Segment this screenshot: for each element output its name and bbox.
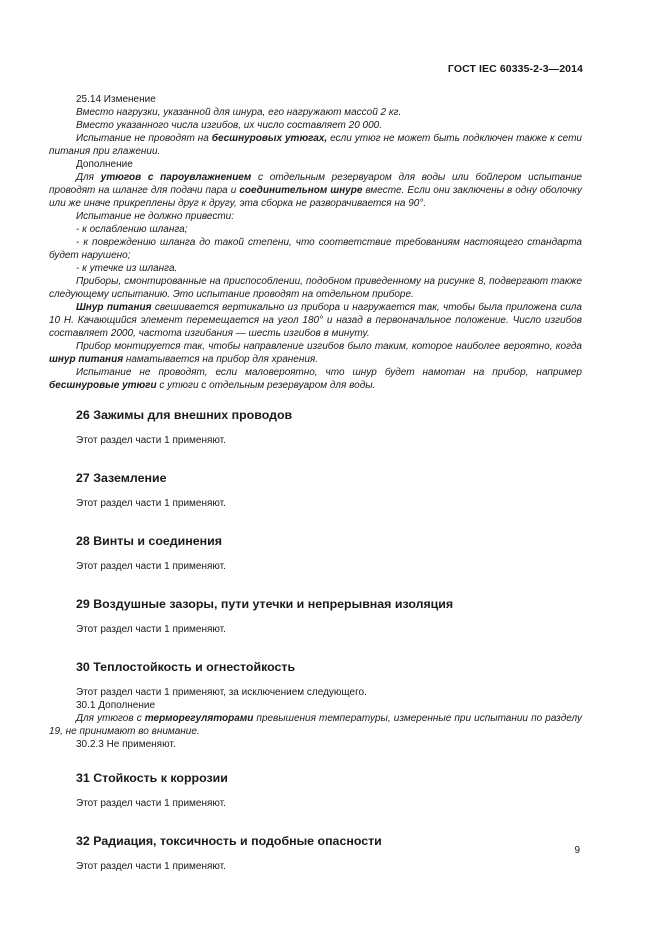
paragraph: Этот раздел части 1 применяют. — [76, 498, 226, 509]
section-body — [49, 560, 582, 573]
section-body — [49, 797, 582, 810]
section-body — [49, 686, 582, 751]
clause-heading: 30.1 Дополнение — [76, 700, 156, 711]
paragraph: Вместо указанного числа изгибов, их число составляет 20 000. — [76, 120, 382, 131]
paragraph — [49, 340, 582, 366]
page-content — [49, 93, 582, 873]
paragraph: Этот раздел части 1 применяют. — [76, 798, 226, 809]
paragraph — [49, 366, 582, 392]
section-title: 30 Теплостойкость и огнестойкость — [76, 660, 296, 674]
text-run: Прибор монтируется так, чтобы направление изгибов было таким, которое наиболее вероятно, когда — [76, 341, 582, 352]
section-body — [49, 434, 582, 447]
section-26 — [49, 408, 582, 447]
paragraph: Этот раздел части 1 применяют. — [76, 435, 226, 446]
section-29 — [49, 597, 582, 636]
text-run: наматывается на прибор для хранения. — [123, 354, 319, 365]
list-item: - к повреждению шланга до такой степени, что соответствие требованиям настоящего стандарта будет нарушено; — [49, 237, 582, 261]
document-header: ГОСТ IEC 60335-2-3—2014 — [447, 63, 583, 75]
text-run: вместе. Если они заключены в одну оболочку или же иначе прикреплены друг к другу, эта сборка не разворачивается на 90°. — [49, 185, 582, 209]
section-28 — [49, 534, 582, 573]
paragraph — [49, 132, 582, 158]
clause-heading: 25.14 Изменение — [76, 94, 156, 105]
paragraph: Испытание не должно привести: — [76, 211, 235, 222]
paragraph: Вместо нагрузки, указанной для шнура, его нагружают массой 2 кг. — [76, 107, 402, 118]
text-run: если утюг не может быть подключен также к сети питания при глажении. — [49, 133, 582, 157]
paragraph — [49, 712, 582, 738]
text-run: Испытание не проводят, если маловероятно, что шнур будет намотан на прибор, например — [76, 367, 582, 378]
section-title: 26 Зажимы для внешних проводов — [76, 408, 293, 422]
paragraph: Этот раздел части 1 применяют. — [76, 861, 226, 872]
clause-25-14 — [49, 93, 582, 392]
page-number: 9 — [574, 845, 580, 856]
text-run: Испытание не проводят на — [76, 133, 212, 144]
section-32 — [49, 834, 582, 873]
section-body — [49, 860, 582, 873]
paragraph — [49, 171, 582, 210]
section-27 — [49, 471, 582, 510]
term-bold: терморегуляторами — [144, 713, 254, 724]
paragraph: Приборы, смонтированные на приспособлении, подобном приведенному на рисунке 8, подвергают также следующему испытанию. Это испытание проводят на отдельном приборе. — [49, 276, 582, 300]
section-title: 31 Стойкость к коррозии — [76, 771, 228, 785]
section-body — [49, 623, 582, 636]
section-title: 32 Радиация, токсичность и подобные опасности — [76, 834, 382, 848]
section-title: 29 Воздушные зазоры, пути утечки и непрерывная изоляция — [76, 597, 454, 611]
section-body — [49, 497, 582, 510]
list-item: - к утечке из шланга. — [76, 263, 178, 274]
text-run: с утюги с отдельным резервуаром для воды. — [156, 380, 376, 391]
paragraph — [49, 301, 582, 340]
section-30 — [49, 660, 582, 751]
text-run: Для — [76, 172, 101, 183]
term-bold: бесшнуровых утюгах, — [211, 133, 328, 144]
clause-heading: Дополнение — [76, 159, 133, 170]
term-bold: шнур питания — [49, 354, 124, 365]
term-bold: соединительном шнуре — [239, 185, 363, 196]
term-bold: утюгов с пароувлажнением — [100, 172, 252, 183]
section-31 — [49, 771, 582, 810]
text-run: свешивается вертикально из прибора и нагружается так, чтобы была приложена сила 10 Н. Качающийся элемент перемещается на угол 180° и назад в первоначальное положение. Число изгибов составляет 2000, частота изгибания — шесть изгибов в минуту. — [49, 302, 582, 339]
list-item: - к ослаблению шланга; — [76, 224, 188, 235]
term-bold: бесшнуровые утюги — [49, 380, 157, 391]
term-bold: Шнур питания — [76, 302, 152, 313]
paragraph: Этот раздел части 1 применяют. — [76, 561, 226, 572]
section-title: 28 Винты и соединения — [76, 534, 222, 548]
section-title: 27 Заземление — [76, 471, 167, 485]
text-run: превышения температуры, измеренные при испытании по разделу 19, не принимают во внимание. — [49, 713, 582, 737]
paragraph: Этот раздел части 1 применяют, за исключением следующего. — [76, 687, 367, 698]
text-run: с отдельным резервуаром для воды или бойлером испытание проводят на шланге для подачи пара и — [49, 172, 582, 196]
paragraph: Этот раздел части 1 применяют. — [76, 624, 226, 635]
paragraph: 30.2.3 Не применяют. — [76, 739, 176, 750]
text-run: Для утюгов с — [76, 713, 145, 724]
